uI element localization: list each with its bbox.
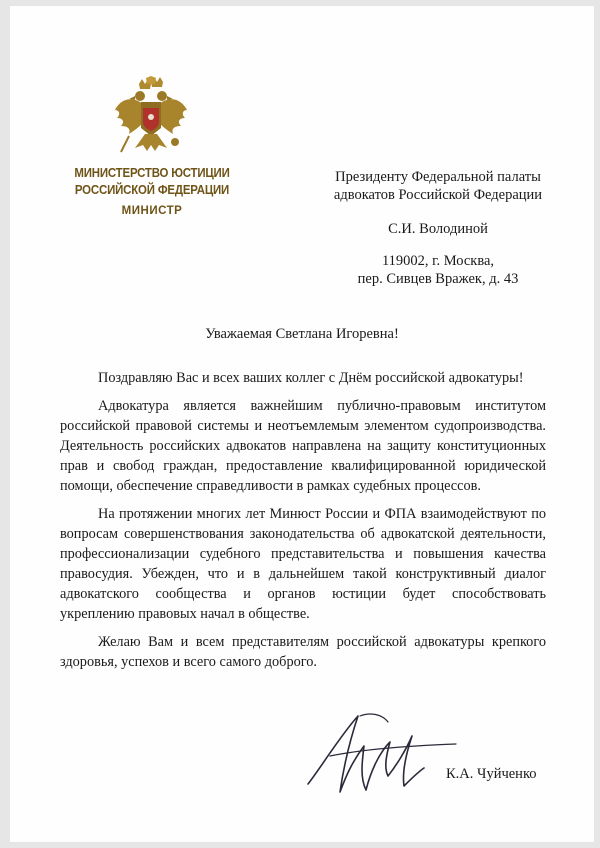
address-line2: пер. Сивцев Вражек, д. 43	[357, 271, 519, 287]
ministry-name-line2: РОССИЙСКОЙ ФЕДЕРАЦИИ	[74, 182, 230, 197]
double-headed-eagle-emblem-icon	[113, 76, 189, 160]
ministry-title: МИНИСТР	[121, 205, 183, 217]
paragraph: На протяжении многих лет Минюст России и ФПА взаимодействуют по вопросам совершенствования законодательства об адвокатской деятельности, профессионализации судебного представительства и повышения качества правосудия. Убежден, что и в дальнейшем такой конструктивный диалог адвокатского сообщества и органов юстиции будет способствовать укреплению правовых начал в обществе.	[60, 506, 546, 622]
letter-page	[10, 6, 594, 842]
addressee-position-line2: адвокатов Российской Федерации	[333, 187, 543, 203]
paragraph: Адвокатура является важнейшим публично-правовым институтом российской правовой системы и неотъемлемым элементом судопроизводства. Деятельность российских адвокатов направлена на защиту конституционных прав и свобод граждан, предоставление квалифицированной юридической помощи, обеспечение справедливости в рамках судебных процессов.	[60, 398, 546, 494]
ministry-letterhead	[62, 164, 242, 217]
ministry-name-line1: МИНИСТЕРСТВО ЮСТИЦИИ	[74, 165, 230, 180]
addressee-name: С.И. Володиной	[388, 221, 488, 237]
salutation: Уважаемая Светлана Игоревна!	[205, 326, 399, 342]
handwritten-signature-icon	[300, 706, 460, 804]
letter-body	[60, 368, 546, 680]
addressee-position-line1: Президенту Федеральной палаты	[335, 169, 541, 185]
address-line1: 119002, г. Москва,	[381, 253, 495, 269]
paragraph: Желаю Вам и всем представителям российской адвокатуры крепкого здоровья, успехов и всего самого доброго.	[60, 634, 546, 670]
signatory-name: К.А. Чуйченко	[446, 766, 537, 782]
addressee-block	[314, 168, 562, 288]
paragraph: Поздравляю Вас и всех ваших коллег с Днём российской адвокатуры!	[98, 370, 524, 386]
